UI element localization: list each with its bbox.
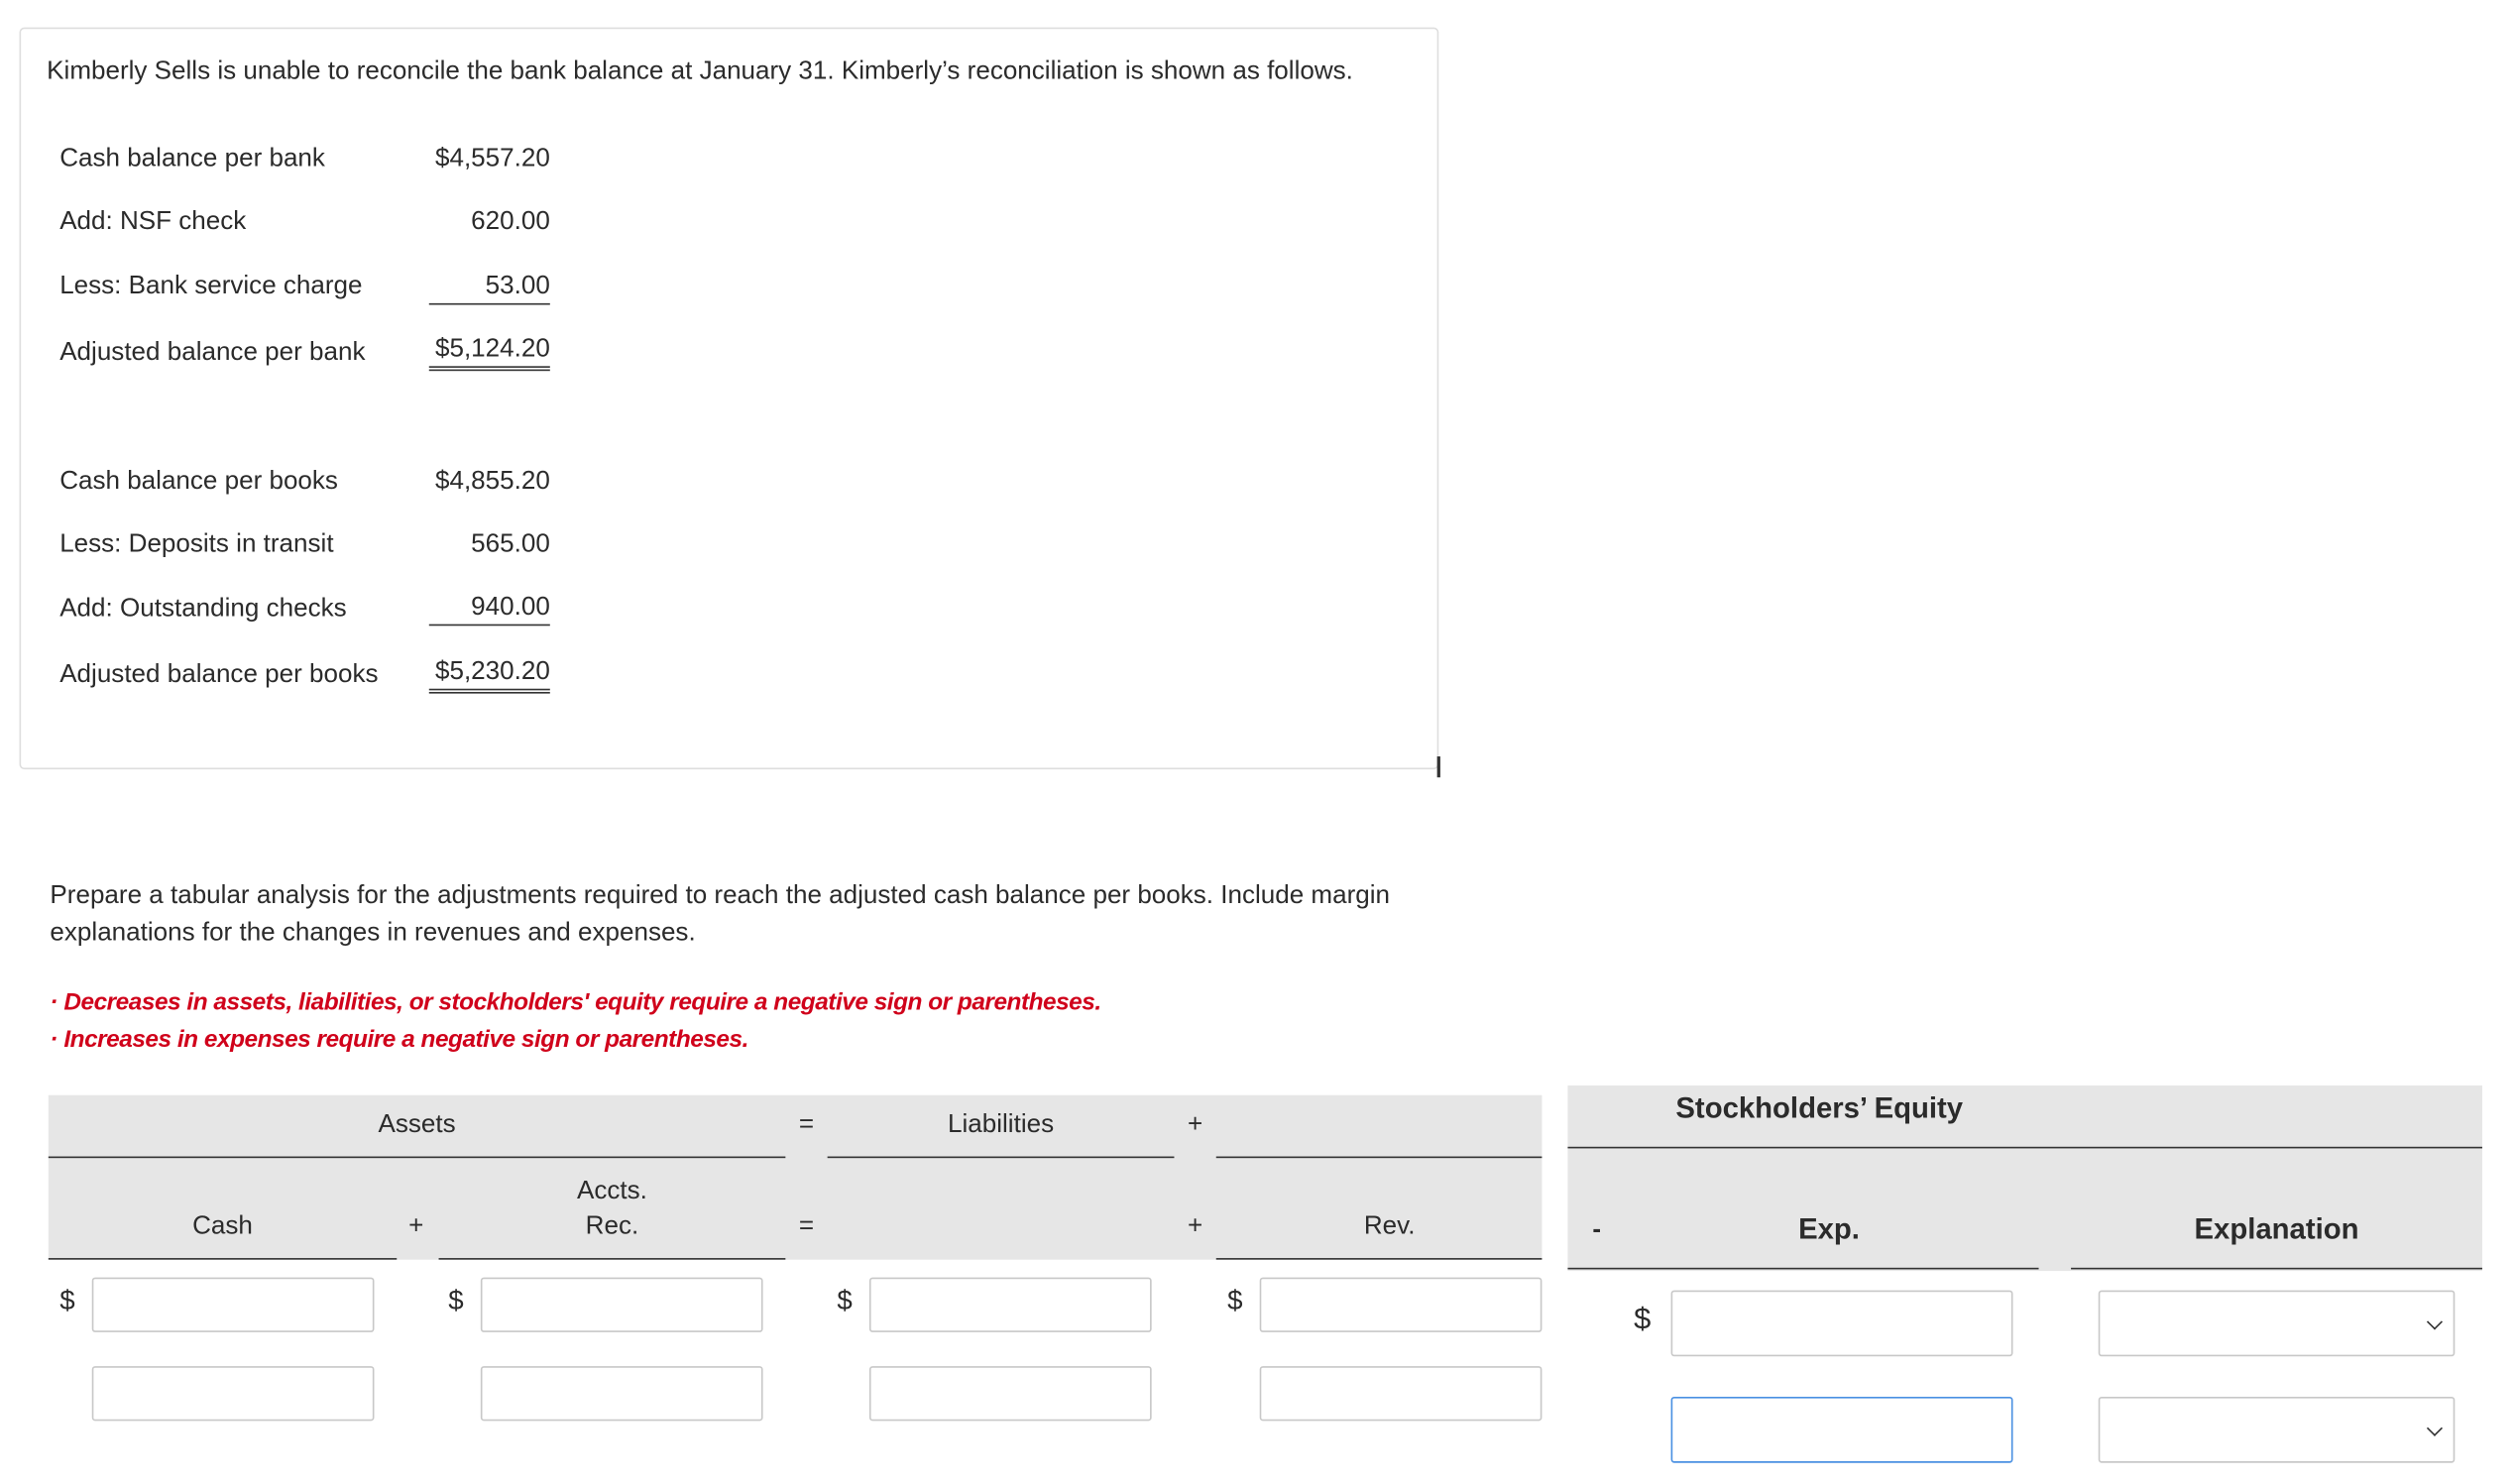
accts-rec-input[interactable] — [481, 1278, 763, 1332]
exp-input[interactable] — [1671, 1397, 2013, 1463]
header-rule — [49, 1157, 786, 1159]
stockholders-equity-header: Stockholders’ Equity — [1675, 1091, 1964, 1125]
dollar-sign: $ — [1227, 1285, 1243, 1316]
accts-rec-header-line2: Rec. — [585, 1212, 639, 1241]
rev-input[interactable] — [1260, 1278, 1543, 1332]
book-row-label: Cash balance per books — [59, 467, 338, 496]
chevron-down-icon — [2427, 1313, 2443, 1329]
warning-line: · Increases in expenses require a negative sign or parentheses. — [50, 1025, 748, 1054]
problem-intro: Kimberly Sells is unable to reconcile the bank balance at January 31. Kimberly’s reconciliation is shown as follows. — [47, 57, 1353, 86]
cash-input[interactable] — [92, 1278, 375, 1332]
bank-row-amount: 620.00 — [471, 207, 550, 236]
chevron-down-icon — [2427, 1420, 2443, 1435]
cash-input[interactable] — [92, 1366, 375, 1421]
book-row-amount: $4,855.20 — [434, 467, 550, 496]
dollar-sign: $ — [448, 1285, 464, 1316]
warning-line: · Decreases in assets, liabilities, or stockholders' equity require a negative sign or parentheses. — [50, 988, 1101, 1017]
liabilities-input[interactable] — [869, 1366, 1152, 1421]
book-row-label: Less: Deposits in transit — [59, 530, 334, 558]
book-row-amount: 940.00 — [429, 594, 550, 627]
header-rule — [2071, 1268, 2482, 1270]
header-rule — [1567, 1147, 2482, 1149]
equals-sign: = — [798, 1212, 815, 1241]
bank-row-label: Adjusted balance per bank — [59, 338, 366, 367]
problem-box — [20, 28, 1439, 769]
bank-row-label: Less: Bank service charge — [59, 272, 363, 300]
cash-header: Cash — [192, 1212, 253, 1241]
liabilities-input[interactable] — [869, 1278, 1152, 1332]
bank-row-amount: $5,124.20 — [429, 335, 550, 371]
explanation-select[interactable] — [2099, 1291, 2456, 1357]
book-row-label: Add: Outstanding checks — [59, 595, 347, 624]
header-rule — [49, 1258, 397, 1260]
plus-sign: + — [1188, 1111, 1203, 1139]
equals-sign: = — [798, 1111, 815, 1139]
bank-row-label: Cash balance per bank — [59, 145, 325, 173]
bank-row-amount: $4,557.20 — [434, 145, 550, 173]
exp-header: Exp. — [1798, 1212, 1860, 1246]
text-cursor-mark — [1437, 756, 1440, 777]
instructions-text: Prepare a tabular analysis for the adjustments required to reach the adjusted cash balance per books. Include margin explanations for the changes in revenues and expenses. — [50, 881, 1391, 948]
book-row-label: Adjusted balance per books — [59, 661, 379, 689]
dollar-sign: $ — [59, 1285, 75, 1316]
liabilities-header: Liabilities — [948, 1111, 1055, 1139]
rev-header: Rev. — [1363, 1212, 1416, 1241]
assets-header: Assets — [378, 1111, 456, 1139]
accts-rec-header-line1: Accts. — [577, 1177, 647, 1205]
header-rule — [1216, 1258, 1543, 1260]
minus-sign: - — [1592, 1215, 1602, 1244]
header-rule — [828, 1157, 1175, 1159]
plus-sign: + — [408, 1212, 424, 1241]
plus-sign: + — [1188, 1212, 1203, 1241]
header-rule — [1567, 1268, 2038, 1270]
book-row-amount: 565.00 — [471, 530, 550, 558]
bank-row-label: Add: NSF check — [59, 207, 247, 236]
dollar-sign: $ — [837, 1285, 853, 1316]
rev-input[interactable] — [1260, 1366, 1543, 1421]
explanation-header: Explanation — [2194, 1212, 2359, 1246]
exp-input[interactable] — [1671, 1291, 2013, 1357]
header-rule — [1216, 1157, 1543, 1159]
accts-rec-input[interactable] — [481, 1366, 763, 1421]
header-rule — [439, 1258, 786, 1260]
dollar-sign: $ — [1634, 1303, 1652, 1337]
book-row-amount: $5,230.20 — [429, 658, 550, 694]
explanation-select[interactable] — [2099, 1397, 2456, 1463]
bank-row-amount: 53.00 — [429, 273, 550, 305]
